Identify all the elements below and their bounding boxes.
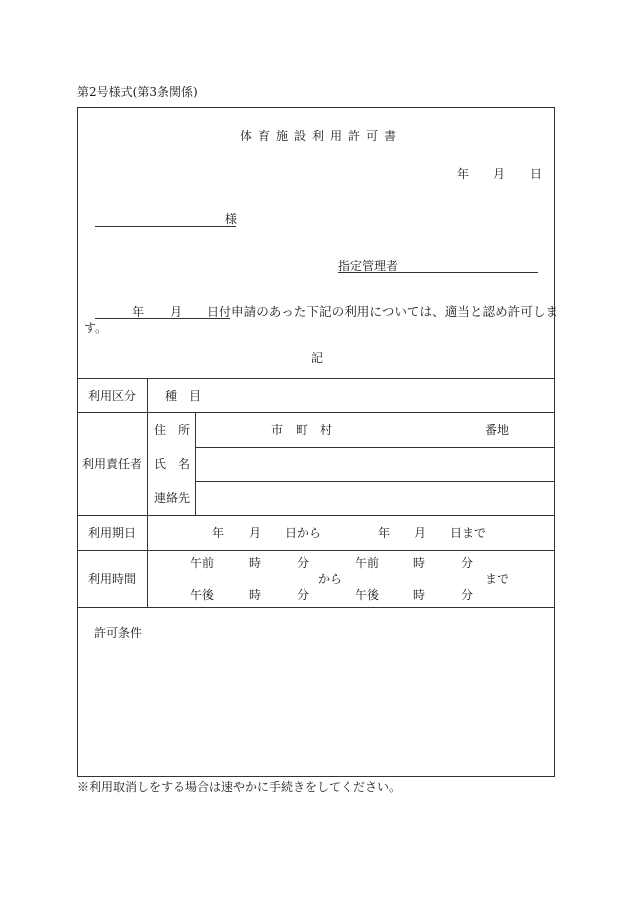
body-line-1: 申請のあった下記の利用については、適当と認め許可しま — [231, 304, 559, 319]
to-year: 年 — [378, 526, 391, 540]
addressee-underline — [95, 226, 236, 227]
row-line-5 — [77, 550, 555, 551]
start-pm-hour: 時 — [249, 588, 262, 602]
designated-manager-underline — [338, 272, 538, 273]
designated-manager-label: 指定管理者 — [338, 259, 399, 273]
footer-note: ※利用取消しをする場合は速やかに手続きをしてください。 — [77, 780, 402, 794]
from-month: 月 — [249, 526, 262, 540]
usage-period-label: 利用期日 — [88, 526, 137, 540]
start-pm: 午後 — [190, 588, 215, 602]
row-line-2 — [195, 447, 555, 448]
end-pm: 午後 — [355, 588, 380, 602]
start-am-minute: 分 — [297, 556, 310, 570]
label-column-line — [147, 378, 148, 607]
start-am: 午前 — [190, 556, 215, 570]
date-day: 日 — [530, 167, 543, 181]
form-number: 第2号様式(第3条関係) — [77, 85, 198, 99]
address-city: 市 — [271, 423, 284, 437]
row-line-3 — [195, 481, 555, 482]
end-pm-hour: 時 — [413, 588, 426, 602]
address-label: 住 所 — [154, 423, 191, 437]
permit-conditions-label: 許可条件 — [94, 626, 143, 640]
sport-type-label: 種 目 — [165, 389, 202, 403]
table-top-line — [77, 378, 555, 379]
body-year: 年 — [132, 305, 145, 319]
end-pm-minute: 分 — [461, 588, 474, 602]
end-am-minute: 分 — [461, 556, 474, 570]
start-am-hour: 時 — [249, 556, 262, 570]
usage-time-label: 利用時間 — [88, 572, 137, 586]
date-month: 月 — [493, 167, 506, 181]
address-village: 村 — [320, 423, 333, 437]
time-until: まで — [485, 572, 510, 586]
from-day: 日から — [285, 526, 322, 540]
date-year: 年 — [457, 167, 470, 181]
body-month: 月 — [170, 305, 183, 319]
usage-category-label: 利用区分 — [88, 389, 137, 403]
body-date-suffix: 日付 — [207, 305, 232, 319]
ki-mark: 記 — [311, 351, 324, 365]
row-line-1 — [77, 412, 555, 413]
contact-label: 連絡先 — [154, 491, 191, 505]
row-line-6 — [77, 607, 555, 608]
address-banchi: 番地 — [485, 423, 510, 437]
document-title: 体育施設利用許可書 — [240, 129, 403, 143]
body-line-2: す。 — [84, 321, 108, 335]
responsible-person-label: 利用責任者 — [82, 457, 143, 471]
end-am-hour: 時 — [413, 556, 426, 570]
from-year: 年 — [212, 526, 225, 540]
end-am: 午前 — [355, 556, 380, 570]
time-from: から — [318, 572, 343, 586]
form-box — [77, 107, 555, 777]
address-town: 町 — [296, 423, 309, 437]
to-day: 日まで — [450, 526, 487, 540]
addressee-honorific: 様 — [225, 212, 238, 226]
to-month: 月 — [414, 526, 427, 540]
start-pm-minute: 分 — [297, 588, 310, 602]
name-label: 氏 名 — [154, 457, 191, 471]
row-line-4 — [77, 515, 555, 516]
sub-label-column-line — [195, 412, 196, 515]
